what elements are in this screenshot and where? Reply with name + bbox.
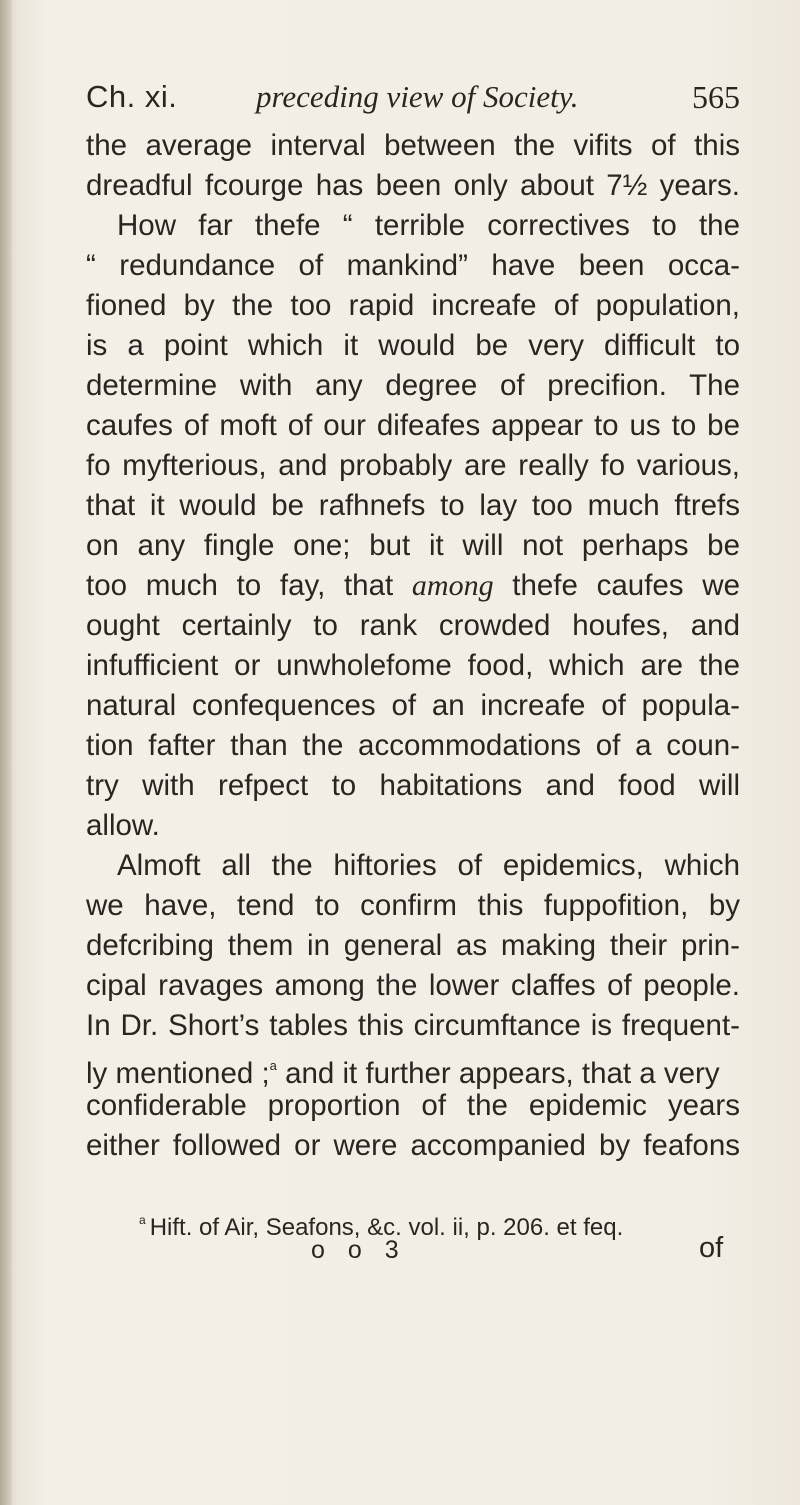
text-line: try with refpect to habitations and food will xyxy=(86,769,740,802)
text-line: dreadful fcourge has been only about 7½ years. xyxy=(86,169,740,202)
text-line: caufes of moft of our difeafes appear to us to be xyxy=(86,409,740,442)
text-line: confiderable proportion of the epidemic years xyxy=(86,1089,740,1122)
page-number: 565 xyxy=(692,79,740,115)
text-line: How far thefe “ terrible correctives to the xyxy=(117,209,740,242)
text-line: we have, tend to confirm this fuppofition, by xyxy=(86,889,740,922)
text-line: natural confequences of an increafe of popula- xyxy=(86,689,740,722)
text-line: “ redundance of mankind” have been occa- xyxy=(86,249,740,282)
footnote-text: Hift. of Air, Seafons, &c. vol. ii, p. 206. et feq. xyxy=(149,1214,624,1241)
page-body-text xyxy=(86,126,740,1166)
text-segment: ly mentioned ; xyxy=(86,1057,270,1090)
text-line xyxy=(86,1046,740,1090)
text-line: determine with any degree of precifion. The xyxy=(86,369,740,402)
text-line: Almoft all the hiftories of epidemics, which xyxy=(117,849,740,882)
text-segment: and it further appears, that a very xyxy=(276,1057,720,1090)
text-line: defcribing them in general as making their prin- xyxy=(86,929,740,962)
text-line: the average interval between the vifits of this xyxy=(86,129,740,162)
catchword: of xyxy=(699,1232,724,1264)
text-line: infufficient or unwholefome food, which are the xyxy=(86,649,740,682)
italic-emphasis: among xyxy=(411,569,494,602)
text-segment: thefe caufes we xyxy=(512,569,740,602)
text-segment: too much to fay, that xyxy=(86,569,394,602)
text-line: fo myfterious, and probably are really fo various, xyxy=(86,449,740,482)
signature-mark: o o 3 xyxy=(311,1236,407,1264)
text-line: In Dr. Short’s tables this circumftance is frequent- xyxy=(86,1009,740,1042)
footnote-reference: a xyxy=(269,1058,277,1073)
text-line: that it would be rafhnefs to lay too much ftrefs xyxy=(86,489,740,522)
text-line xyxy=(86,566,740,606)
text-line: allow. xyxy=(86,809,160,842)
page-gutter xyxy=(0,0,12,1505)
text-line: ought certainly to rank crowded houfes, and xyxy=(86,609,740,642)
chapter-label: Ch. xi. xyxy=(86,79,178,114)
text-line: tion fafter than the accommodations of a coun- xyxy=(86,729,740,762)
text-line: cipal ravages among the lower claffes of people. xyxy=(86,969,740,1002)
text-line: is a point which it would be very difficult to xyxy=(86,329,740,362)
running-title: preceding view of Society. xyxy=(256,79,579,114)
text-line: fioned by the too rapid increafe of population, xyxy=(86,289,740,322)
footnote xyxy=(139,1205,739,1243)
footnote-marker: a xyxy=(139,1213,146,1227)
text-line: either followed or were accompanied by feafons xyxy=(86,1129,740,1162)
running-header xyxy=(86,79,740,121)
text-line: on any fingle one; but it will not perhaps be xyxy=(86,529,740,562)
